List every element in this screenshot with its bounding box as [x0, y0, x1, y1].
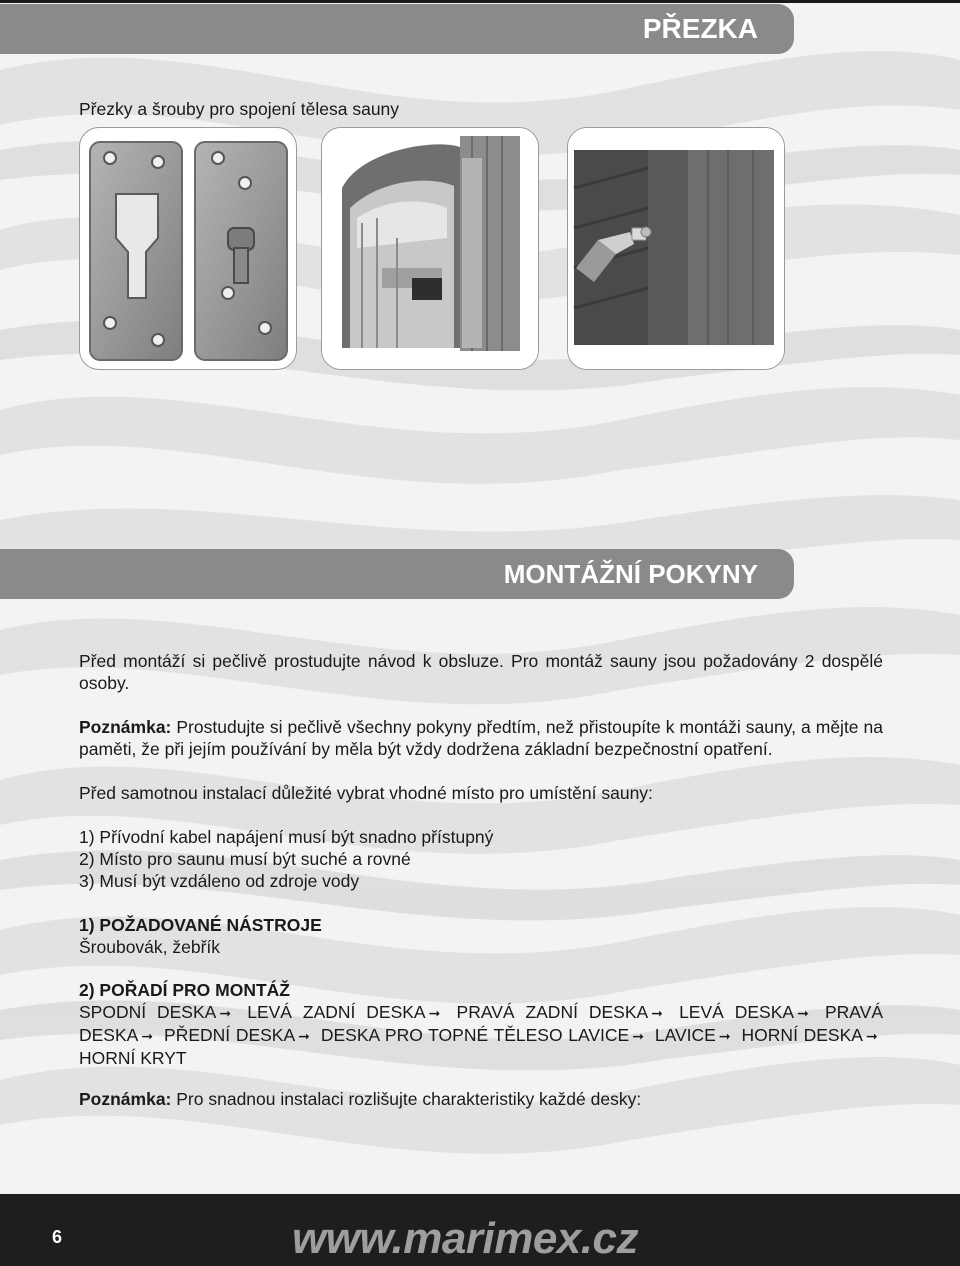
section-title-bar: [0, 4, 794, 54]
order-step: PRAVÁ ZADNÍ DESKA: [456, 1002, 649, 1022]
note-paragraph: [79, 1088, 883, 1110]
order-section: [79, 979, 883, 1069]
intro-paragraph: [79, 650, 883, 694]
note-label: Poznámka:: [79, 717, 172, 737]
paragraph: Před samotnou instalací důležité vybrat vhodné místo pro umístění sauny:: [79, 783, 653, 803]
order-heading: 2) POŘADÍ PRO MONTÁŽ: [79, 980, 290, 1000]
note-label: Poznámka:: [79, 1089, 172, 1109]
order-step: HORNÍ DESKA: [741, 1025, 863, 1045]
intro-caption: Přezky a šrouby pro spojení tělesa sauny: [79, 99, 400, 119]
note-text: Pro snadnou instalaci rozlišujte charakteristiky každé desky:: [171, 1089, 642, 1109]
arrow-icon: ➞: [219, 1005, 232, 1021]
tools-heading: 1) POŽADOVANÉ NÁSTROJE: [79, 915, 322, 935]
order-step: PŘEDNÍ DESKA: [164, 1025, 296, 1045]
order-step: LAVICE: [654, 1025, 716, 1045]
section-title-bar: [0, 549, 794, 599]
order-step: LEVÁ ZADNÍ DESKA: [247, 1002, 426, 1022]
order-step: HORNÍ KRYT: [79, 1048, 187, 1068]
arrow-icon: ➞: [632, 1028, 644, 1044]
requirements-list: [79, 826, 883, 892]
order-step: DESKA PRO TOPNÉ TĚLESO LAVICE: [320, 1025, 630, 1045]
list-item: 2) Místo pro saunu musí být suché a rovné: [79, 849, 411, 869]
arrow-icon: ➞: [428, 1005, 441, 1021]
order-step: SPODNÍ DESKA: [79, 1002, 217, 1022]
location-paragraph: [79, 782, 883, 804]
order-step: LEVÁ DESKA: [679, 1002, 795, 1022]
arrow-icon: ➞: [298, 1028, 310, 1044]
sauna-barrel-photo: [321, 127, 539, 370]
arrow-icon: ➞: [718, 1028, 731, 1044]
top-rule: [0, 0, 960, 3]
tools-text: Šroubovák, žebřík: [79, 937, 221, 957]
order-step: PRAVÁ DESKA: [79, 1002, 883, 1045]
intro-caption-block: [79, 98, 883, 120]
note: [79, 1088, 883, 1110]
arrow-icon: ➞: [141, 1028, 154, 1044]
arrow-icon: ➞: [865, 1028, 878, 1044]
note-text: Prostudujte si pečlivě všechny pokyny předtím, než přistoupíte k montáži sauny, a mějte na paměti, že při jejím používání by měla být vždy dodržena základní bezpečnostní opatření.: [79, 717, 883, 759]
order-steps: [79, 1001, 883, 1069]
page-number: 6: [52, 1227, 63, 1247]
section-title: PŘEZKA: [642, 13, 758, 44]
arrow-icon: ➞: [651, 1005, 663, 1021]
section-title: MONTÁŽNÍ POKYNY: [503, 559, 758, 589]
note-paragraph: [79, 716, 883, 760]
tools-section: [79, 914, 883, 958]
screwdriver-bolt-photo: [567, 127, 785, 370]
note: [79, 716, 883, 760]
list-item: 3) Musí být vzdáleno od zdroje vody: [79, 871, 360, 891]
list-item: 1) Přívodní kabel napájení musí být snadno přístupný: [79, 827, 494, 847]
bracket-plates-photo: [79, 127, 297, 370]
arrow-icon: ➞: [797, 1005, 809, 1021]
paragraph: Před montáží si pečlivě prostudujte návod k obsluze. Pro montáž sauny jsou požadovány 2 dospělé osoby.: [79, 651, 883, 693]
website-link[interactable]: www.marimex.cz: [292, 1214, 638, 1263]
